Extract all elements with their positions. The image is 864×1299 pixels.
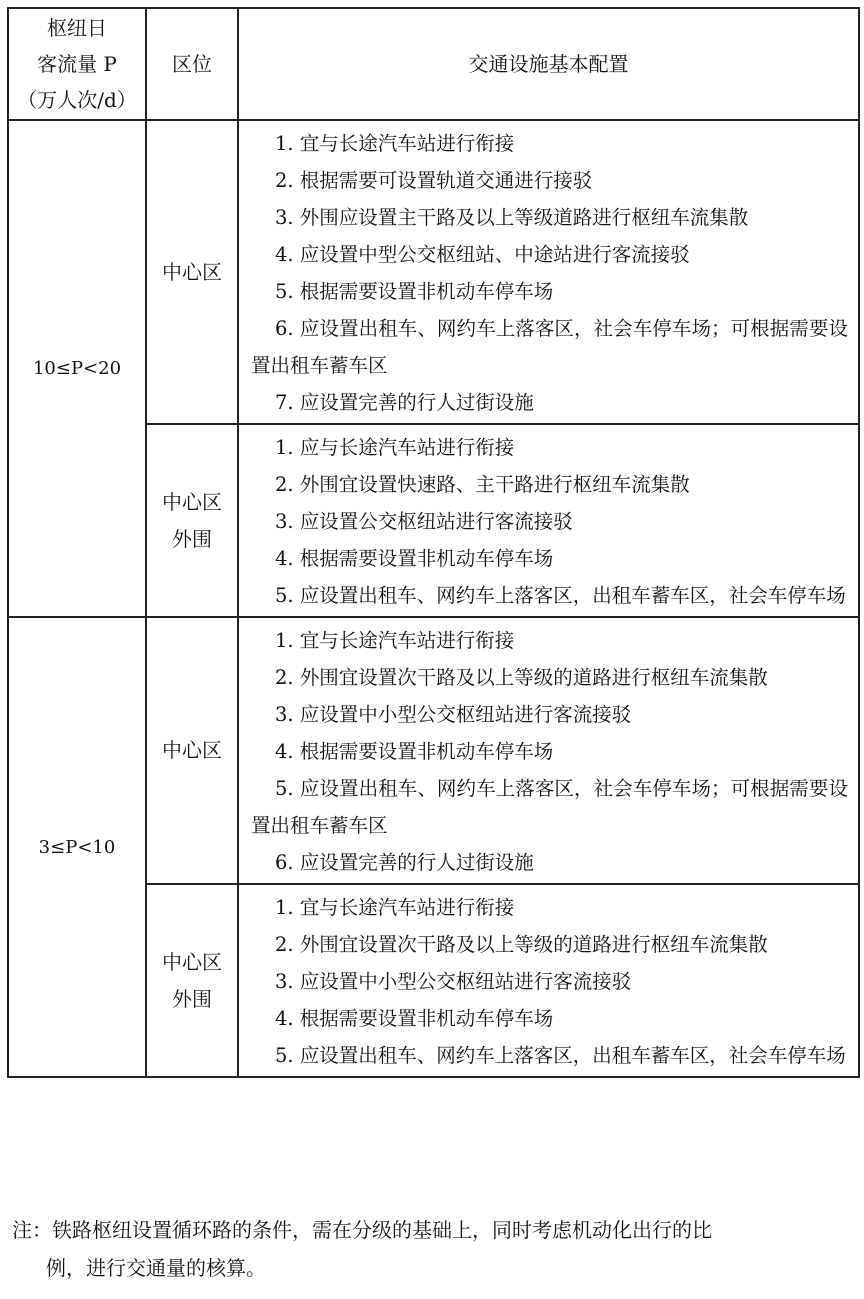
list-item: 6. 应设置完善的行人过街设施 bbox=[275, 851, 534, 874]
list-item: 2. 外围宜设置次干路及以上等级的道路进行枢纽车流集散 bbox=[275, 666, 768, 689]
header-passenger-flow bbox=[8, 8, 146, 120]
zone-cell bbox=[146, 884, 238, 1077]
list-item: 3. 应设置中小型公交枢纽站进行客流接驳 bbox=[275, 970, 632, 993]
facility-list bbox=[238, 884, 859, 1077]
zone-label: 中心区 bbox=[162, 738, 222, 762]
list-item: 5. 应设置出租车、网约车上落客区，社会车停车场；可根据需要设置出租车蓄车区 bbox=[251, 777, 848, 837]
list-item: 2. 外围宜设置快速路、主干路进行枢纽车流集散 bbox=[275, 473, 690, 496]
list-item: 4. 根据需要设置非机动车停车场 bbox=[275, 740, 554, 763]
table-header-row bbox=[8, 8, 859, 120]
table-row bbox=[8, 120, 859, 424]
zone-label: 外围 bbox=[172, 526, 212, 551]
facility-list bbox=[238, 120, 859, 424]
list-item: 3. 外围应设置主干路及以上等级道路进行枢纽车流集散 bbox=[275, 206, 749, 229]
zone-cell bbox=[146, 120, 238, 424]
flow-range-cell: 3≤P<10 bbox=[8, 617, 146, 1077]
zone-label: 中心区 bbox=[162, 259, 222, 284]
list-item: 2. 外围宜设置次干路及以上等级的道路进行枢纽车流集散 bbox=[275, 933, 768, 956]
list-item: 6. 应设置出租车、网约车上落客区，社会车停车场；可根据需要设置出租车蓄车区 bbox=[251, 317, 848, 377]
header-line: 客流量 P bbox=[37, 52, 117, 76]
table-note bbox=[12, 1211, 857, 1287]
note-line: 注：铁路枢纽设置循环路的条件，需在分级的基础上，同时考虑机动化出行的比 bbox=[12, 1218, 712, 1242]
zone-cell bbox=[146, 424, 238, 617]
list-item: 1. 宜与长途汽车站进行衔接 bbox=[275, 896, 515, 919]
table-row bbox=[8, 617, 859, 884]
list-item: 1. 宜与长途汽车站进行衔接 bbox=[275, 132, 515, 155]
list-item: 1. 应与长途汽车站进行衔接 bbox=[275, 436, 515, 459]
list-item: 1. 宜与长途汽车站进行衔接 bbox=[275, 629, 515, 652]
header-facility-config: 交通设施基本配置 bbox=[238, 8, 859, 120]
zone-label: 中心区 bbox=[162, 949, 222, 974]
header-line: （万人次/d） bbox=[17, 88, 137, 112]
header-zone: 区位 bbox=[146, 8, 238, 120]
list-item: 7. 应设置完善的行人过街设施 bbox=[275, 391, 534, 414]
list-item: 4. 应设置中型公交枢纽站、中途站进行客流接驳 bbox=[275, 243, 690, 266]
list-item: 5. 根据需要设置非机动车停车场 bbox=[275, 280, 554, 303]
list-item: 3. 应设置中小型公交枢纽站进行客流接驳 bbox=[275, 703, 632, 726]
list-item: 5. 应设置出租车、网约车上落客区，出租车蓄车区，社会车停车场 bbox=[275, 1044, 846, 1067]
list-item: 3. 应设置公交枢纽站进行客流接驳 bbox=[275, 510, 573, 533]
facility-list bbox=[238, 617, 859, 884]
zone-label: 中心区 bbox=[162, 489, 222, 514]
list-item: 4. 根据需要设置非机动车停车场 bbox=[275, 1007, 554, 1030]
zone-cell bbox=[146, 617, 238, 884]
zone-label: 外围 bbox=[172, 986, 212, 1011]
list-item: 2. 根据需要可设置轨道交通进行接驳 bbox=[275, 169, 593, 192]
list-item: 4. 根据需要设置非机动车停车场 bbox=[275, 547, 554, 570]
facility-list bbox=[238, 424, 859, 617]
traffic-facility-table bbox=[7, 7, 860, 1078]
note-line: 例，进行交通量的核算。 bbox=[46, 1256, 266, 1280]
list-item: 5. 应设置出租车、网约车上落客区，出租车蓄车区，社会车停车场 bbox=[275, 584, 846, 607]
flow-range-cell: 10≤P<20 bbox=[8, 120, 146, 617]
header-line: 枢纽日 bbox=[47, 16, 107, 40]
